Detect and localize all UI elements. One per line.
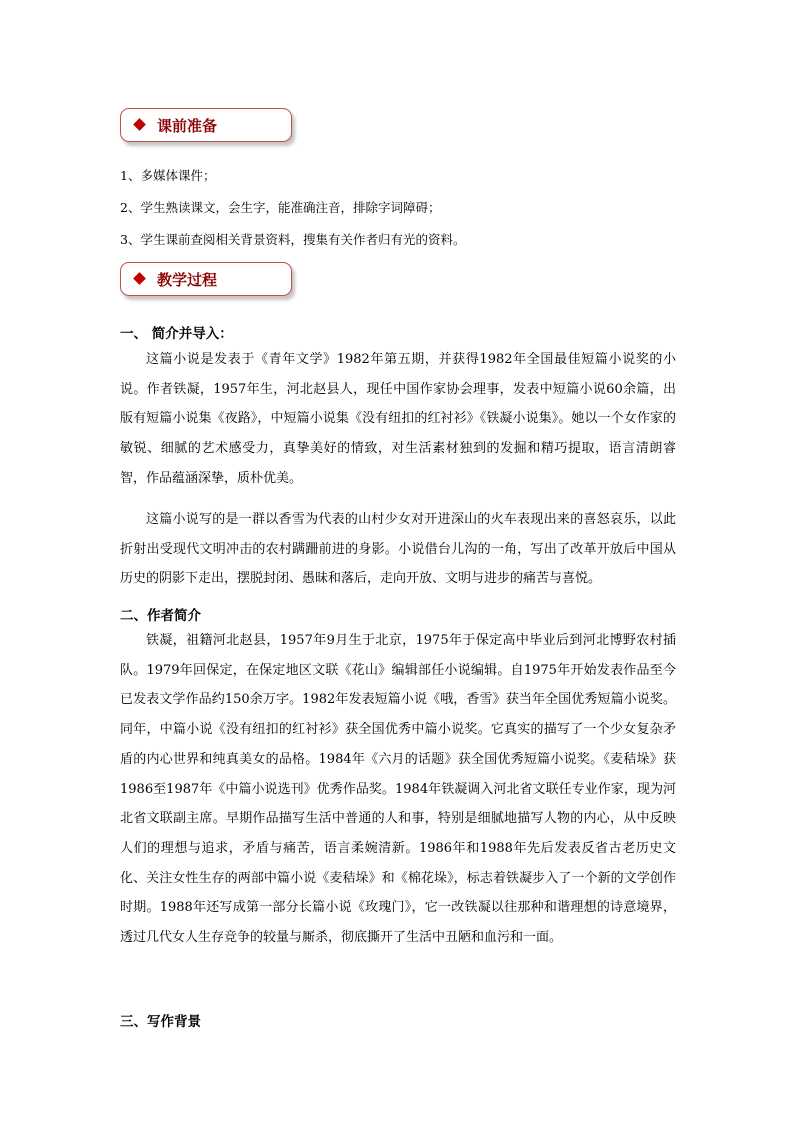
part-heading: 三、写作背景	[120, 1014, 201, 1030]
section-title: 教学过程	[157, 271, 218, 289]
prep-item: 1、多媒体课件；	[120, 168, 216, 183]
prep-item: 3、学生课前查阅相关背景资料，搜集有关作者归有光的资料。	[120, 232, 466, 247]
section-title: 课前准备	[157, 117, 218, 135]
section-header-process	[120, 262, 292, 296]
part-heading: 一、 简介并导入：	[120, 326, 233, 342]
diamond-bullet-icon	[133, 272, 146, 285]
prep-item: 2、学生熟读课文，会生字，能准确注音，排除字词障碍；	[120, 200, 441, 215]
author-paragraph: 铁凝，祖籍河北赵县，1957年9月生于北京，1975年于保定高中毕业后到河北博野农村插队。1979年回保定，在保定地区文联《花山》编辑部任小说编辑。自1975年开始发表作品至今已发表文学作品约150余万字。1982年发表短篇小说《哦，香雪》获当年全国优秀短篇小说奖。同年，中篇小说《没有纽扣的红衬衫》获全国优秀中篇小说奖。它真实的描写了一个少女复杂矛盾的内心世界和纯真美女的品格。1984年《六月的话题》获全国优秀短篇小说奖。《麦秸垛》获1986至1987年《中篇小说选刊》优秀作品奖。1984年铁凝调入河北省文联任专业作家，现为河北省文联副主席。早期作品描写生活中普通的人和事，特别是细腻地描写人物的内心，从中反映人们的理想与追求，矛盾与痛苦，语言柔婉清新。1986年和1988年先后发表反省古老历史文化、关注女性生存的两部中篇小说《麦秸垛》和《棉花垛》，标志着铁凝步入了一个新的文学创作时期。1988年还写成第一部分长篇小说《玫瑰门》，它一改铁凝以往那种和谐理想的诗意境界，透过几代女人生存竞争的较量与厮杀，彻底撕开了生活中丑陋和血污和一面。	[120, 633, 676, 946]
section-header-prep	[120, 108, 292, 142]
diamond-bullet-icon	[133, 118, 146, 131]
intro-paragraph: 这篇小说是发表于《青年文学》1982年第五期，并获得1982年全国最佳短篇小说奖的小说。作者铁凝，1957年生，河北赵县人，现任中国作家协会理事，发表中短篇小说60余篇，出版有短篇小说集《夜路》，中短篇小说集《没有纽扣的红衬衫》《铁凝小说集》。她以一个女作家的敏锐、细腻的艺术感受力，真挚美好的情致，对生活素材独到的发掘和精巧提取，语言清朗睿智，作品蕴涵深挚，质朴优美。	[120, 352, 676, 486]
part-heading: 二、作者简介	[120, 608, 201, 624]
intro-paragraph: 这篇小说写的是一群以香雪为代表的山村少女对开进深山的火车表现出来的喜怒哀乐，以此折射出受现代文明冲击的农村蹒跚前进的身影。小说借台儿沟的一角，写出了改革开放后中国从历史的阴影下走出，摆脱封闭、愚昧和落后，走向开放、文明与进步的痛苦与喜悦。	[120, 512, 676, 587]
